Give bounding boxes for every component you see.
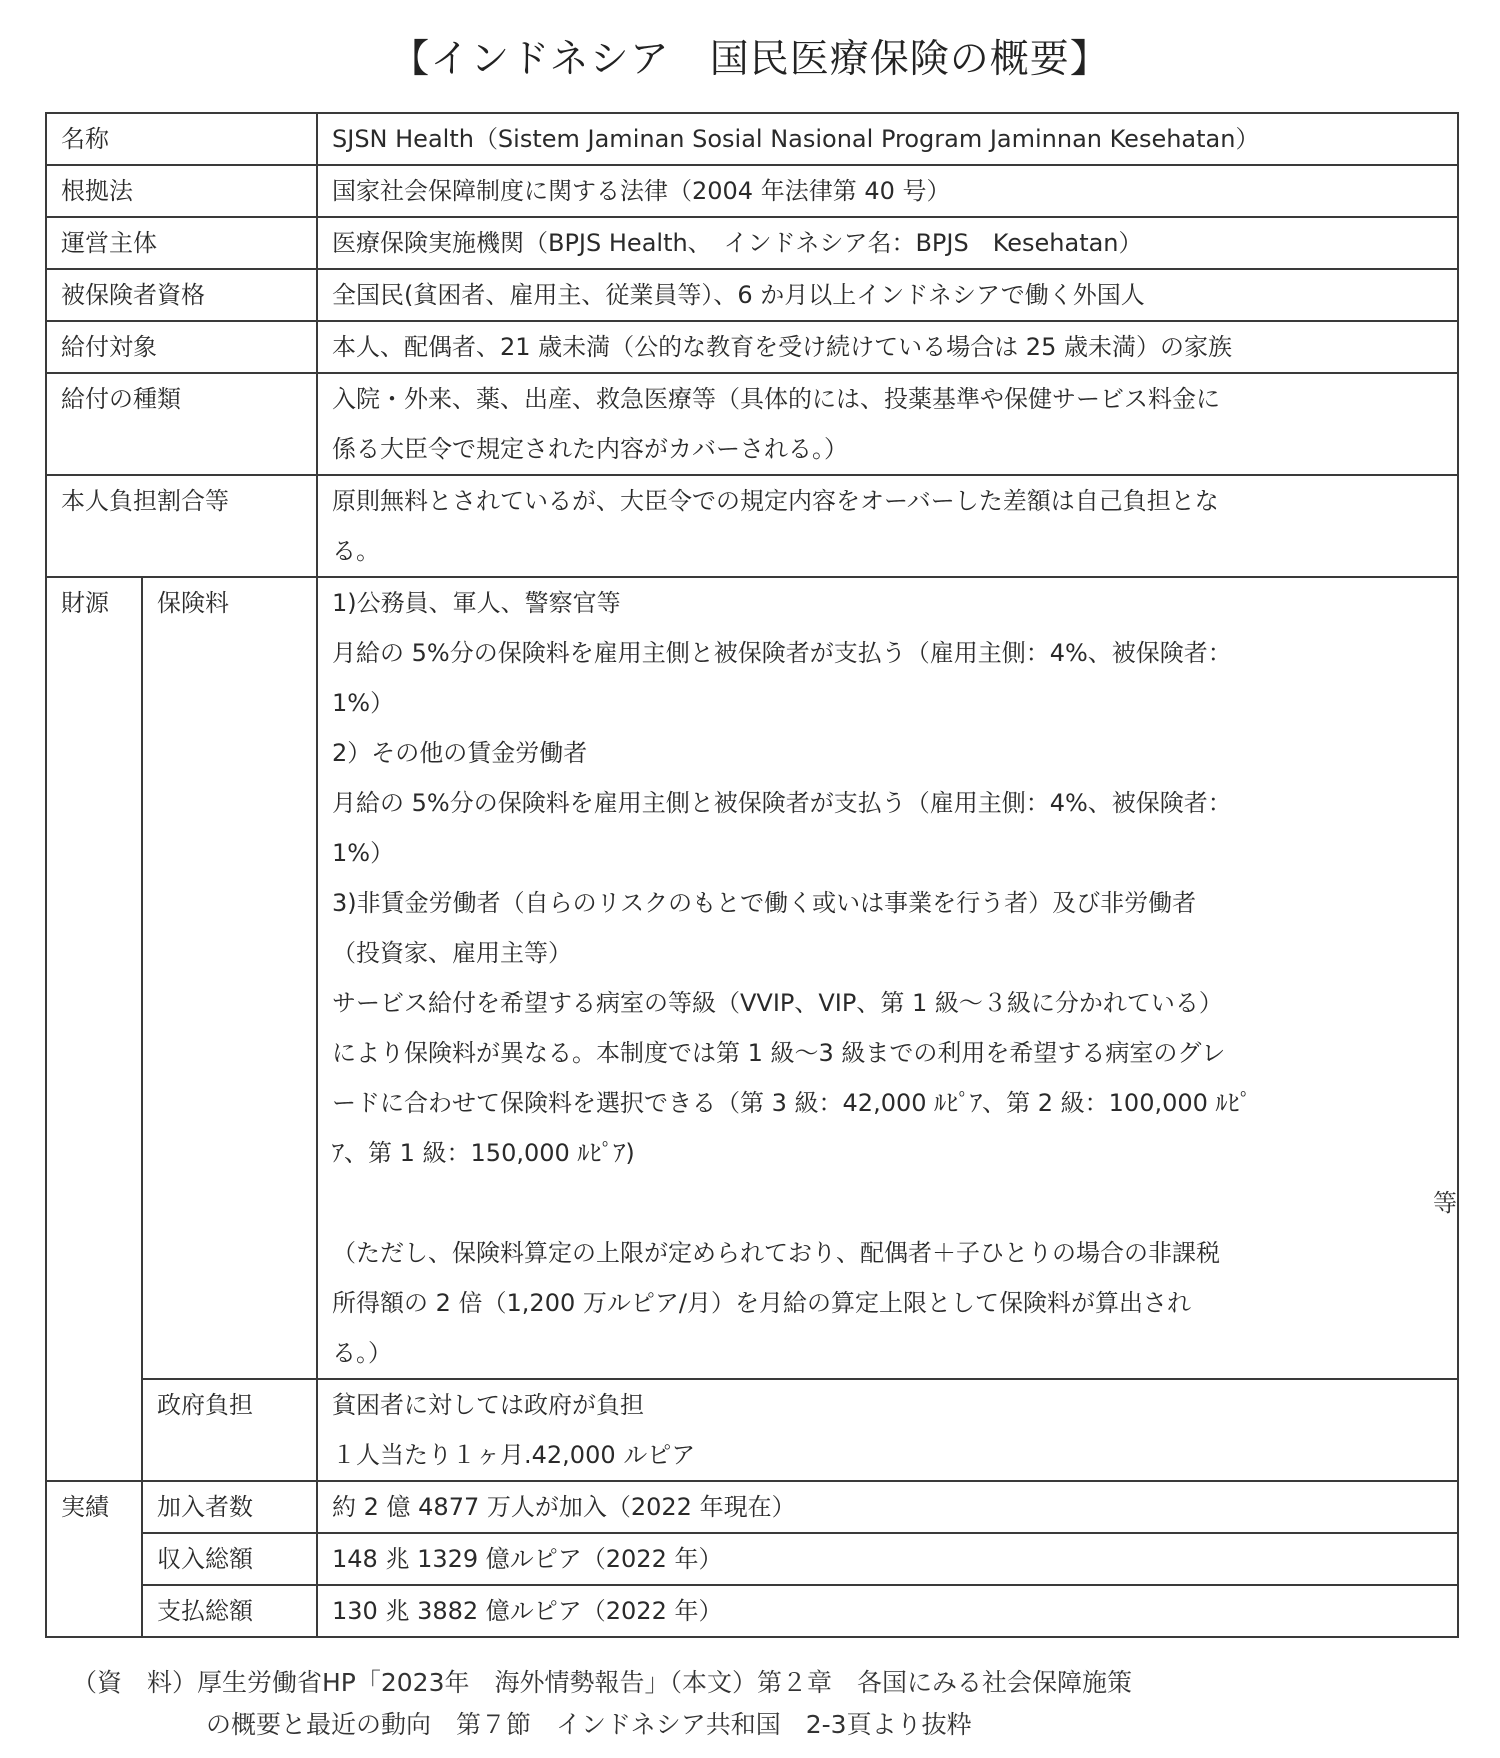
row-value bbox=[317, 475, 1458, 577]
row-label: 政府負担 bbox=[142, 1379, 317, 1481]
table-row-name bbox=[46, 113, 1458, 165]
row-label: 加入者数 bbox=[142, 1481, 317, 1533]
row-label: 被保険者資格 bbox=[46, 269, 317, 321]
overview-table bbox=[45, 112, 1459, 1638]
text-line: 月給の 5%分の保険料を雇用主側と被保険者が支払う（雇用主側：4%、被保険者： bbox=[332, 639, 1232, 667]
text-line: 1%） bbox=[332, 689, 395, 717]
table-row-copay bbox=[46, 475, 1458, 577]
table-row-revenue bbox=[46, 1533, 1458, 1585]
table-row-beneficiaries bbox=[46, 321, 1458, 373]
text-line: １人当たり１ヶ月.42,000 ルピア bbox=[332, 1441, 696, 1469]
row-label: 保険料 bbox=[142, 577, 317, 1379]
text-line: （投資家、雇用主等） bbox=[332, 939, 572, 967]
table-row-operator bbox=[46, 217, 1458, 269]
page-title: 【インドネシア 国民医療保険の概要】 bbox=[390, 37, 1110, 82]
row-value: SJSN Health（Sistem Jaminan Sosial Nasional Program Jaminnan Kesehatan） bbox=[317, 113, 1458, 165]
row-value: 国家社会保障制度に関する法律（2004 年法律第 40 号） bbox=[317, 165, 1458, 217]
text-line: ｱ、第 1 級：150,000 ﾙﾋﾟｱ) bbox=[332, 1139, 635, 1167]
row-label: 収入総額 bbox=[142, 1533, 317, 1585]
text-line-right: 等 bbox=[1433, 1189, 1457, 1217]
row-value bbox=[317, 1379, 1458, 1481]
row-value: 148 兆 1329 億ルピア（2022 年） bbox=[317, 1533, 1458, 1585]
text-line: る。） bbox=[332, 1339, 392, 1367]
row-value: 医療保険実施機関（BPJS Health、 インドネシア名：BPJS Kesehatan） bbox=[317, 217, 1458, 269]
row-label: 根拠法 bbox=[46, 165, 317, 217]
row-label: 名称 bbox=[46, 113, 317, 165]
table-row-government bbox=[46, 1379, 1458, 1481]
text-line: 月給の 5%分の保険料を雇用主側と被保険者が支払う（雇用主側：4%、被保険者： bbox=[332, 789, 1232, 817]
text-line: 貧困者に対しては政府が負担 bbox=[332, 1391, 644, 1419]
text-line: （ただし、保険料算定の上限が定められており、配偶者＋子ひとりの場合の非課税 bbox=[332, 1239, 1220, 1267]
text-line: 所得額の 2 倍（1,200 万ルピア/月）を月給の算定上限として保険料が算出され bbox=[332, 1289, 1191, 1317]
text-line: 原則無料とされているが、大臣令での規定内容をオーバーした差額は自己負担とな bbox=[332, 487, 1219, 515]
row-label: 運営主体 bbox=[46, 217, 317, 269]
row-value bbox=[317, 577, 1458, 1379]
row-value: 約 2 億 4877 万人が加入（2022 年現在） bbox=[317, 1481, 1458, 1533]
table-row-eligibility bbox=[46, 269, 1458, 321]
row-value bbox=[317, 373, 1458, 475]
source-note bbox=[72, 1662, 1452, 1746]
table-row-expenditure bbox=[46, 1585, 1458, 1637]
row-label: 支払総額 bbox=[142, 1585, 317, 1637]
table-row-members bbox=[46, 1481, 1458, 1533]
text-line: ードに合わせて保険料を選択できる（第 3 級：42,000 ﾙﾋﾟｱ、第 2 級：100,000 ﾙﾋﾟ bbox=[332, 1089, 1252, 1117]
source-note-line: の概要と最近の動向 第７節 インドネシア共和国 2-3頁より抜粋 bbox=[206, 1710, 972, 1739]
text-line: 係る大臣令で規定された内容がカバーされる。） bbox=[332, 435, 848, 463]
text-line: サービス給付を希望する病室の等級（VVIP、VIP、第 1 級～３級に分かれている） bbox=[332, 989, 1223, 1017]
row-group-label-results: 実績 bbox=[46, 1481, 142, 1637]
table-row-benefit-types bbox=[46, 373, 1458, 475]
row-value: 130 兆 3882 億ルピア（2022 年） bbox=[317, 1585, 1458, 1637]
text-line: 1)公務員、軍人、警察官等 bbox=[332, 589, 621, 617]
source-note-line: （資 料）厚生労働省HP「2023年 海外情勢報告」（本文）第２章 各国にみる社会保障施策 bbox=[72, 1668, 1133, 1697]
table-row-law bbox=[46, 165, 1458, 217]
text-line: 3)非賃金労働者（自らのリスクのもとで働く或いは事業を行う者）及び非労働者 bbox=[332, 889, 1197, 917]
row-value: 本人、配偶者、21 歳未満（公的な教育を受け続けている場合は 25 歳未満）の家族 bbox=[317, 321, 1458, 373]
row-label: 給付の種類 bbox=[46, 373, 317, 475]
text-line: により保険料が異なる。本制度では第 1 級～3 級までの利用を希望する病室のグレ bbox=[332, 1039, 1226, 1067]
row-label: 本人負担割合等 bbox=[46, 475, 317, 577]
table-row-premium bbox=[46, 577, 1458, 1379]
text-line: る。 bbox=[332, 537, 380, 565]
row-value: 全国民(貧困者、雇用主、従業員等）、6 か月以上インドネシアで働く外国人 bbox=[317, 269, 1458, 321]
text-line: 入院・外来、薬、出産、救急医療等（具体的には、投薬基準や保健サービス料金に bbox=[332, 385, 1220, 413]
row-label: 給付対象 bbox=[46, 321, 317, 373]
row-group-label-funding: 財源 bbox=[46, 577, 142, 1481]
text-line: 2）その他の賃金労働者 bbox=[332, 739, 588, 767]
text-line: 1%） bbox=[332, 839, 395, 867]
